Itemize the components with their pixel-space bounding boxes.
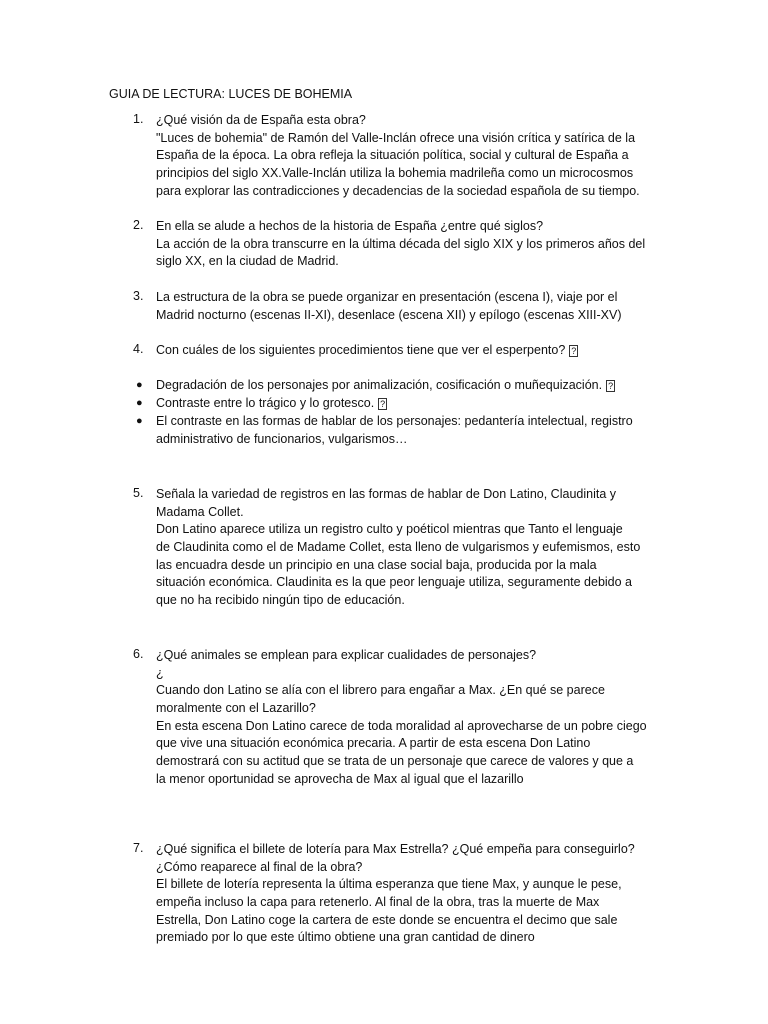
bullet-dot-icon: ● [136, 415, 143, 427]
answer-line: En esta escena Don Latino carece de toda moralidad al aprovecharse de un pobre ciego [156, 718, 647, 733]
bullet-text: Degradación de los personajes por animalización, cosificación o muñequización. [156, 378, 603, 392]
bullet-dot-icon: ● [136, 379, 143, 391]
answer-line: principios del siglo XX.Valle-Inclán utiliza la bohemia madrileña como un microcosmos [156, 166, 634, 181]
answer-line: Estrella, Don Latino coge la cartera de este donde se encuentra el decimo que sale [156, 912, 618, 927]
question-text: ¿ [156, 665, 164, 680]
question-text: moralmente con el Lazarillo? [156, 701, 316, 716]
answer-line: El billete de lotería representa la última esperanza que tiene Max, y aunque le pese, [156, 877, 622, 892]
question-text [156, 342, 671, 360]
bullet-text: administrativo de funcionarios, vulgarismos… [156, 431, 408, 446]
list-number: 1. [133, 112, 144, 126]
list-number: 3. [133, 289, 144, 303]
answer-line: para explorar las contradicciones y decadencias de la sociedad española de su tiempo. [156, 183, 640, 198]
answer-line: empeña incluso la capa para retenerlo. Al final de la obra, tras la muerte de Max [156, 895, 600, 910]
bullet-dot-icon: ● [136, 397, 143, 409]
question-text: ¿Cómo reaparece al final de la obra? [156, 859, 363, 874]
question-text: Señala la variedad de registros en las formas de hablar de Don Latino, Claudinita y [156, 487, 616, 501]
list-number: 5. [133, 486, 144, 500]
question-text: Madama Collet. [156, 504, 244, 519]
answer-line: las encuadra desde un principio en una clase social baja, producida por la mala [156, 557, 597, 572]
answer-line: España de la época. La obra refleja la situación política, social y cultural de España a [156, 148, 629, 163]
missing-glyph-icon: ? [380, 398, 386, 409]
question-text: ¿Qué significa el billete de lotería para Max Estrella? ¿Qué empeña para conseguirlo? [156, 842, 635, 856]
answer-line: siglo XX, en la ciudad de Madrid. [156, 254, 339, 269]
answer-line: situación económica. Claudinita es la que peor lenguaje utiliza, seguramente debido a [156, 575, 633, 590]
question-text-content: Con cuáles de los siguientes procedimientos tiene que ver el esperpento? [156, 343, 566, 357]
list-number: 6. [133, 647, 144, 661]
missing-glyph-icon: ? [608, 380, 614, 391]
list-number: 2. [133, 218, 144, 232]
answer-line: de Claudinita como el de Madame Collet, esta lleno de vulgarismos y eufemismos, esto [156, 540, 641, 555]
missing-glyph-icon: ? [571, 345, 577, 356]
bullet-text: Contraste entre lo trágico y lo grotesco. [156, 396, 375, 410]
answer-line: que vive una situación económica precaria. A partir de esta escena Don Latino [156, 736, 591, 751]
answer-line: demostrará con su actitud que se trata de un personaje que carece de valores y que a [156, 754, 634, 769]
list-number: 4. [133, 342, 144, 356]
question-text: En ella se alude a hechos de la historia de España ¿entre qué siglos? [156, 219, 544, 233]
list-number: 7. [133, 841, 144, 855]
page-title: GUIA DE LECTURA: LUCES DE BOHEMIA [109, 87, 353, 101]
question-text: Madrid nocturno (escenas II-XI), desenlace (escena XII) y epílogo (escenas XIII-XV) [156, 307, 622, 322]
question-text: ¿Qué animales se emplean para explicar cualidades de personajes? [156, 648, 537, 662]
answer-line: "Luces de bohemia" de Ramón del Valle-Inclán ofrece una visión crítica y satírica de la [156, 130, 636, 145]
answer-line: la menor oportunidad se aprovecha de Max al igual que el lazarillo [156, 771, 524, 786]
bullet-text: El contraste en las formas de hablar de los personajes: pedantería intelectual, registro [156, 414, 633, 428]
answer-line: Don Latino aparece utiliza un registro culto y poéticol mientras que Tanto el lenguaje [156, 522, 623, 537]
answer-line: que no ha recibido ningún tipo de educación. [156, 593, 405, 608]
question-text: Cuando don Latino se alía con el librero para engañar a Max. ¿En qué se parece [156, 683, 605, 698]
answer-line: premiado por lo que este último obtiene una gran cantidad de dinero [156, 930, 535, 945]
question-text: ¿Qué visión da de España esta obra? [156, 113, 366, 127]
answer-line: La acción de la obra transcurre en la última década del siglo XIX y los primeros años del [156, 236, 646, 251]
question-text: La estructura de la obra se puede organizar en presentación (escena I), viaje por el [156, 290, 618, 304]
